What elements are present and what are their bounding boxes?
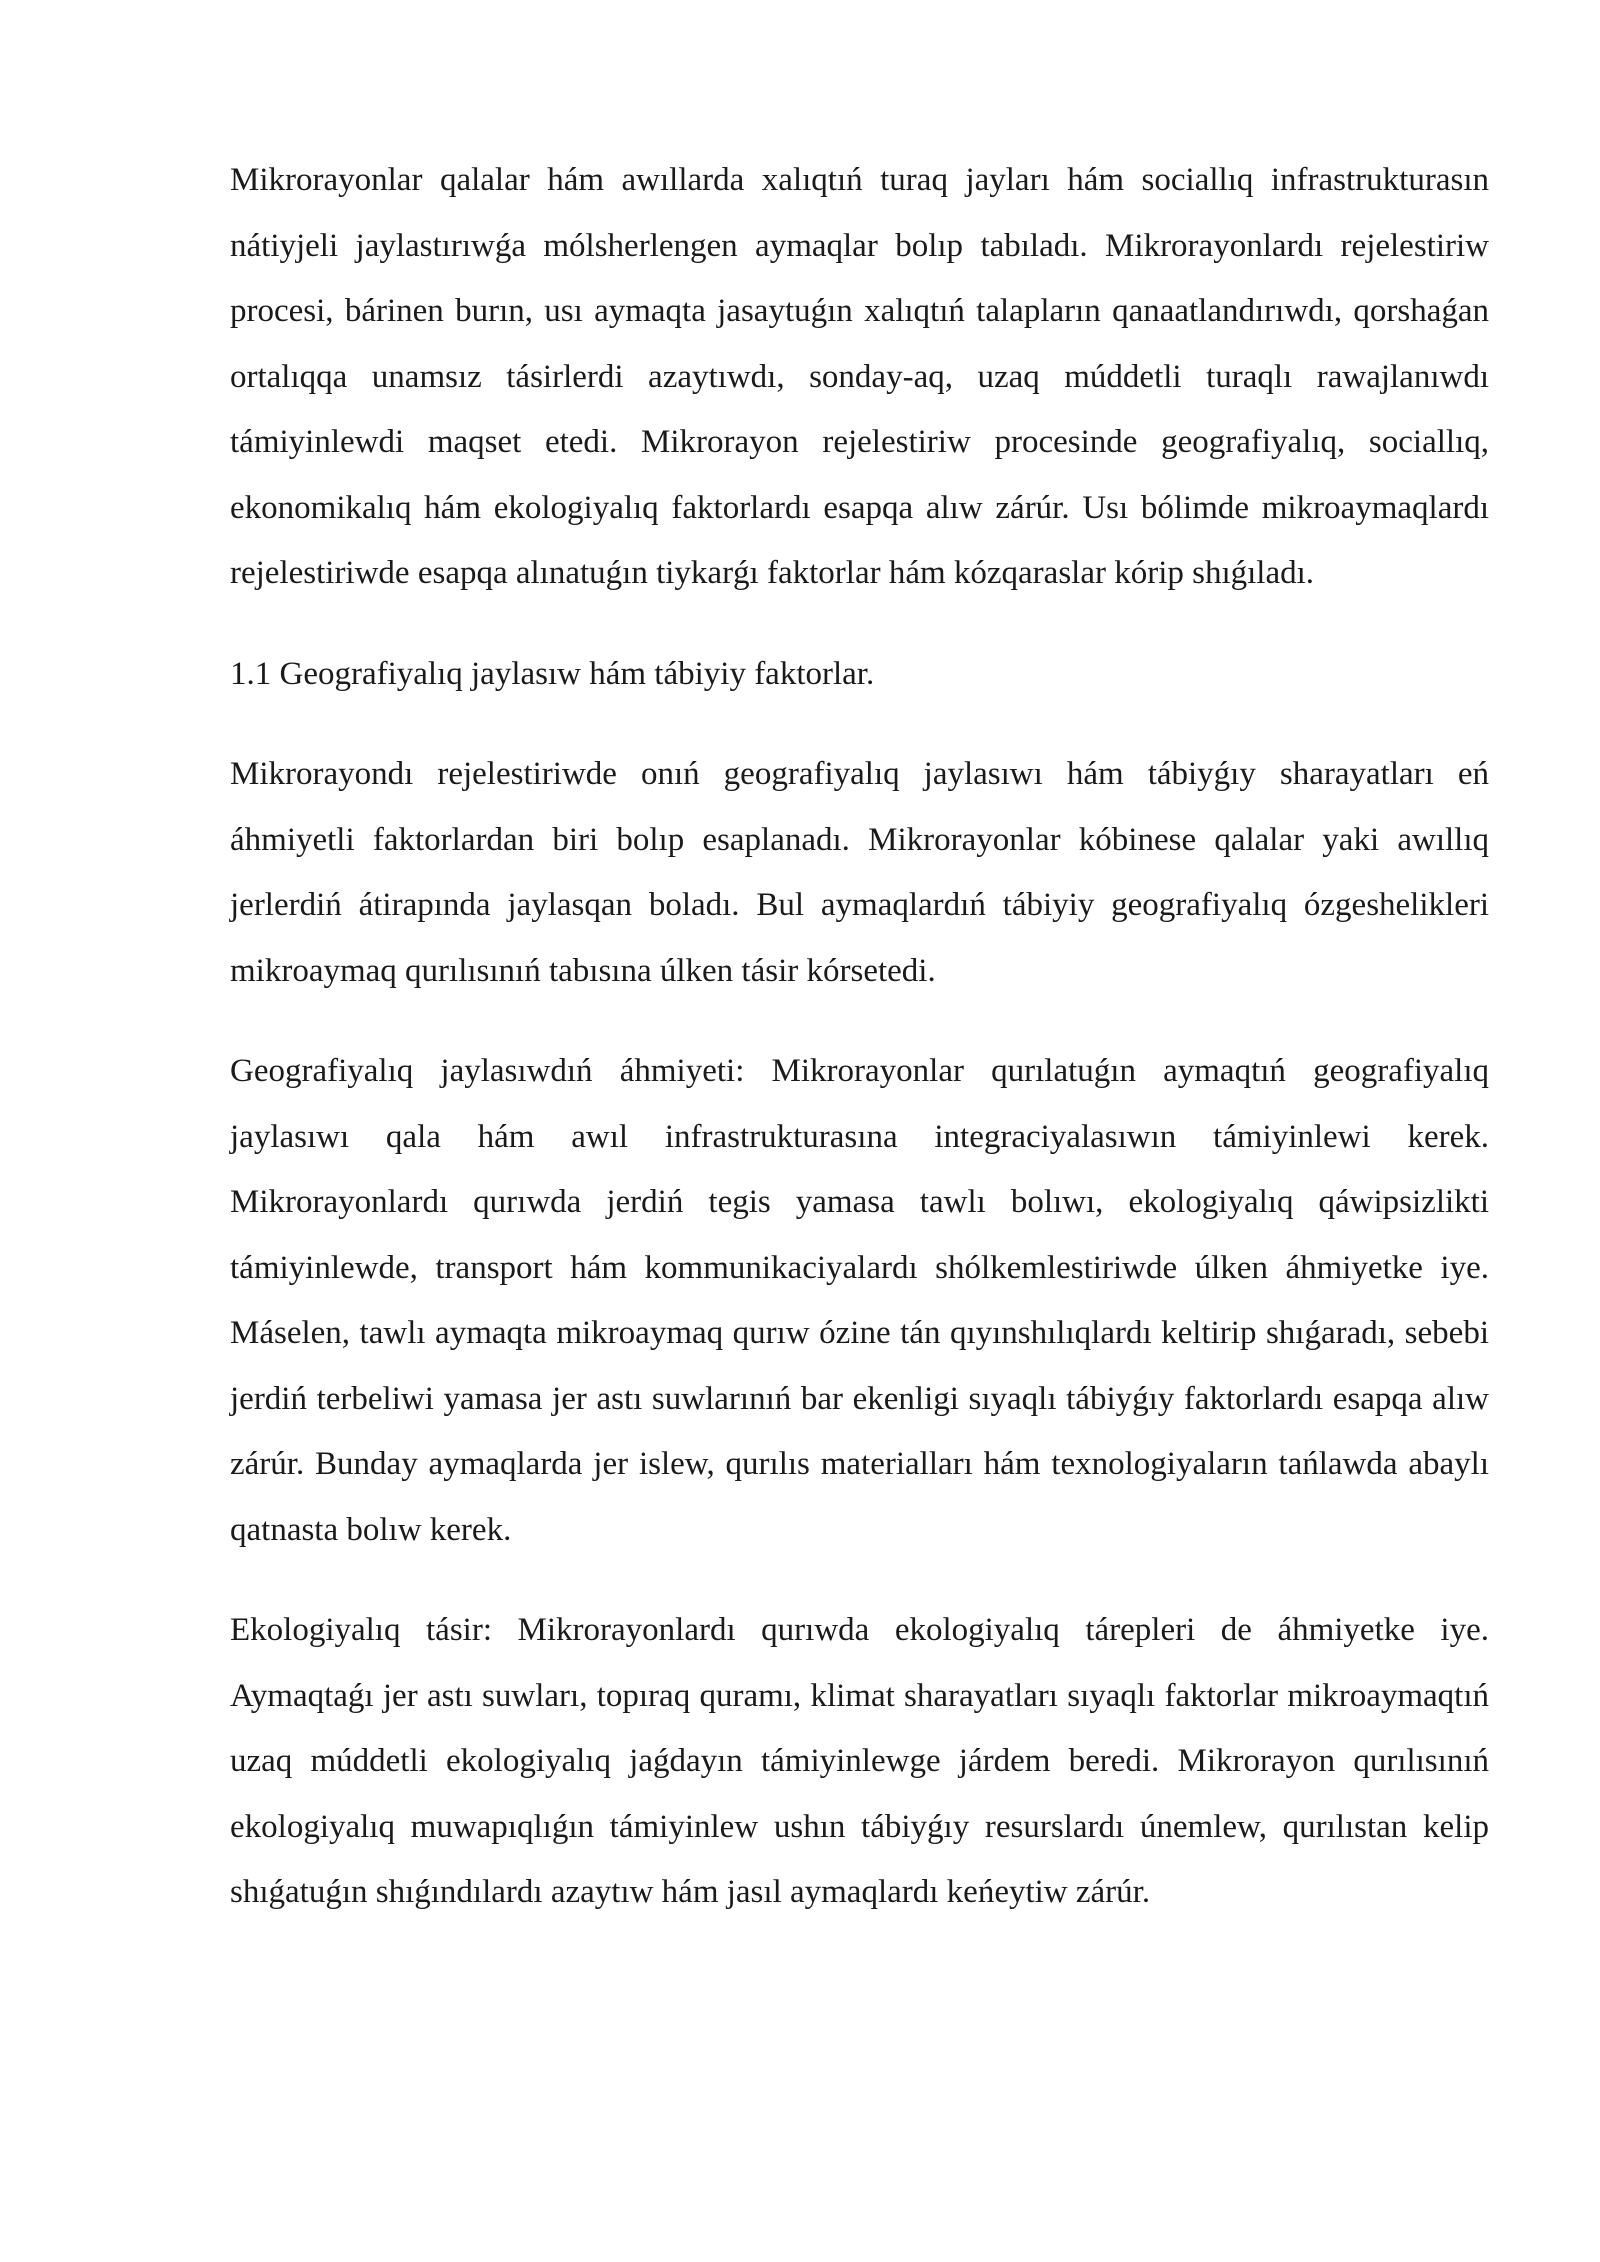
ecology-paragraph: Ekologiyalıq tásir: Mikrorayonlardı qurıwda ekologiyalıq tárepleri de áhmiyetke iye. Aymaqtaǵı jer astı suwları, topıraq quramı, klimat sharayatları sıyaqlı faktorlar mikroaymaqtıń uzaq múddetli ekologiyalıq jaǵdayın támiyinlewge járdem beredi. Mikrorayon qurılısınıń ekologiyalıq muwapıqlıǵın támiyinlew ushın tábiyǵıy resurslardı únemlew, qurılıstan kelip shıǵatuǵın shıǵındılardı azaytıw hám jasıl aymaqlardı keńeytiw zárúr. <box>230 1612 1489 1910</box>
intro-paragraph: Mikrorayonlar qalalar hám awıllarda xalıqtıń turaq jayları hám sociallıq infrastrukturasın nátiyjeli jaylastırıwǵa mólsherlengen aymaqlar bolıp tabıladı. Mikrorayonlardı rejelestiriw procesi, bárinen burın, usı aymaqta jasaytuǵın xalıqtıń talapların qanaatlandırıwdı, qorshaǵan ortalıqqa unamsız tásirlerdi azaytıwdı, sonday-aq, uzaq múddetli turaqlı rawajlanıwdı támiyinlewdi maqset etedi. Mikrorayon rejelestiriw procesinde geografiyalıq, sociallıq, ekonomikalıq hám ekologiyalıq faktorlardı esapqa alıw zárúr. Usı bólimde mikroaymaqlardı rejelestiriwde esapqa alınatuǵın tiykarǵı faktorlar hám kózqaraslar kórip shıǵıladı. <box>230 162 1489 591</box>
geography-paragraph: Mikrorayondı rejelestiriwde onıń geografiyalıq jaylasıwı hám tábiyǵıy sharayatları eń áhmiyetli faktorlardan biri bolıp esaplanadı. Mikrorayonlar kóbinese qalalar yaki awıllıq jerlerdiń átirapında jaylasqan boladı. Bul aymaqlardıń tábiyiy geografiyalıq ózgeshelikleri mikroaymaq qurılısınıń tabısına úlken tásir kórsetedi. <box>230 756 1489 989</box>
importance-paragraph: Geografiyalıq jaylasıwdıń áhmiyeti: Mikrorayonlar qurılatuǵın aymaqtıń geografiyalıq jaylasıwı qala hám awıl infrastrukturasına integraciyalasıwın támiyinlewi kerek. Mikrorayonlardı qurıwda jerdiń tegis yamasa tawlı bolıwı, ekologiyalıq qáwipsizlikti támiyinlewde, transport hám kommunikaciyalardı shólkemlestiriwde úlken áhmiyetke iye. Máselen, tawlı aymaqta mikroaymaq qurıw ózine tán qıyınshılıqlardı keltirip shıǵaradı, sebebi jerdiń terbeliwi yamasa jer astı suwlarınıń bar ekenligi sıyaqlı tábiyǵıy faktorlardı esapqa alıw zárúr. Bunday aymaqlarda jer islew, qurılıs materialları hám texnologiyaların tańlawda abaylı qatnasta bolıw kerek. <box>230 1053 1489 1548</box>
section-heading: 1.1 Geografiyalıq jaylasıw hám tábiyiy faktorlar. <box>230 655 875 692</box>
